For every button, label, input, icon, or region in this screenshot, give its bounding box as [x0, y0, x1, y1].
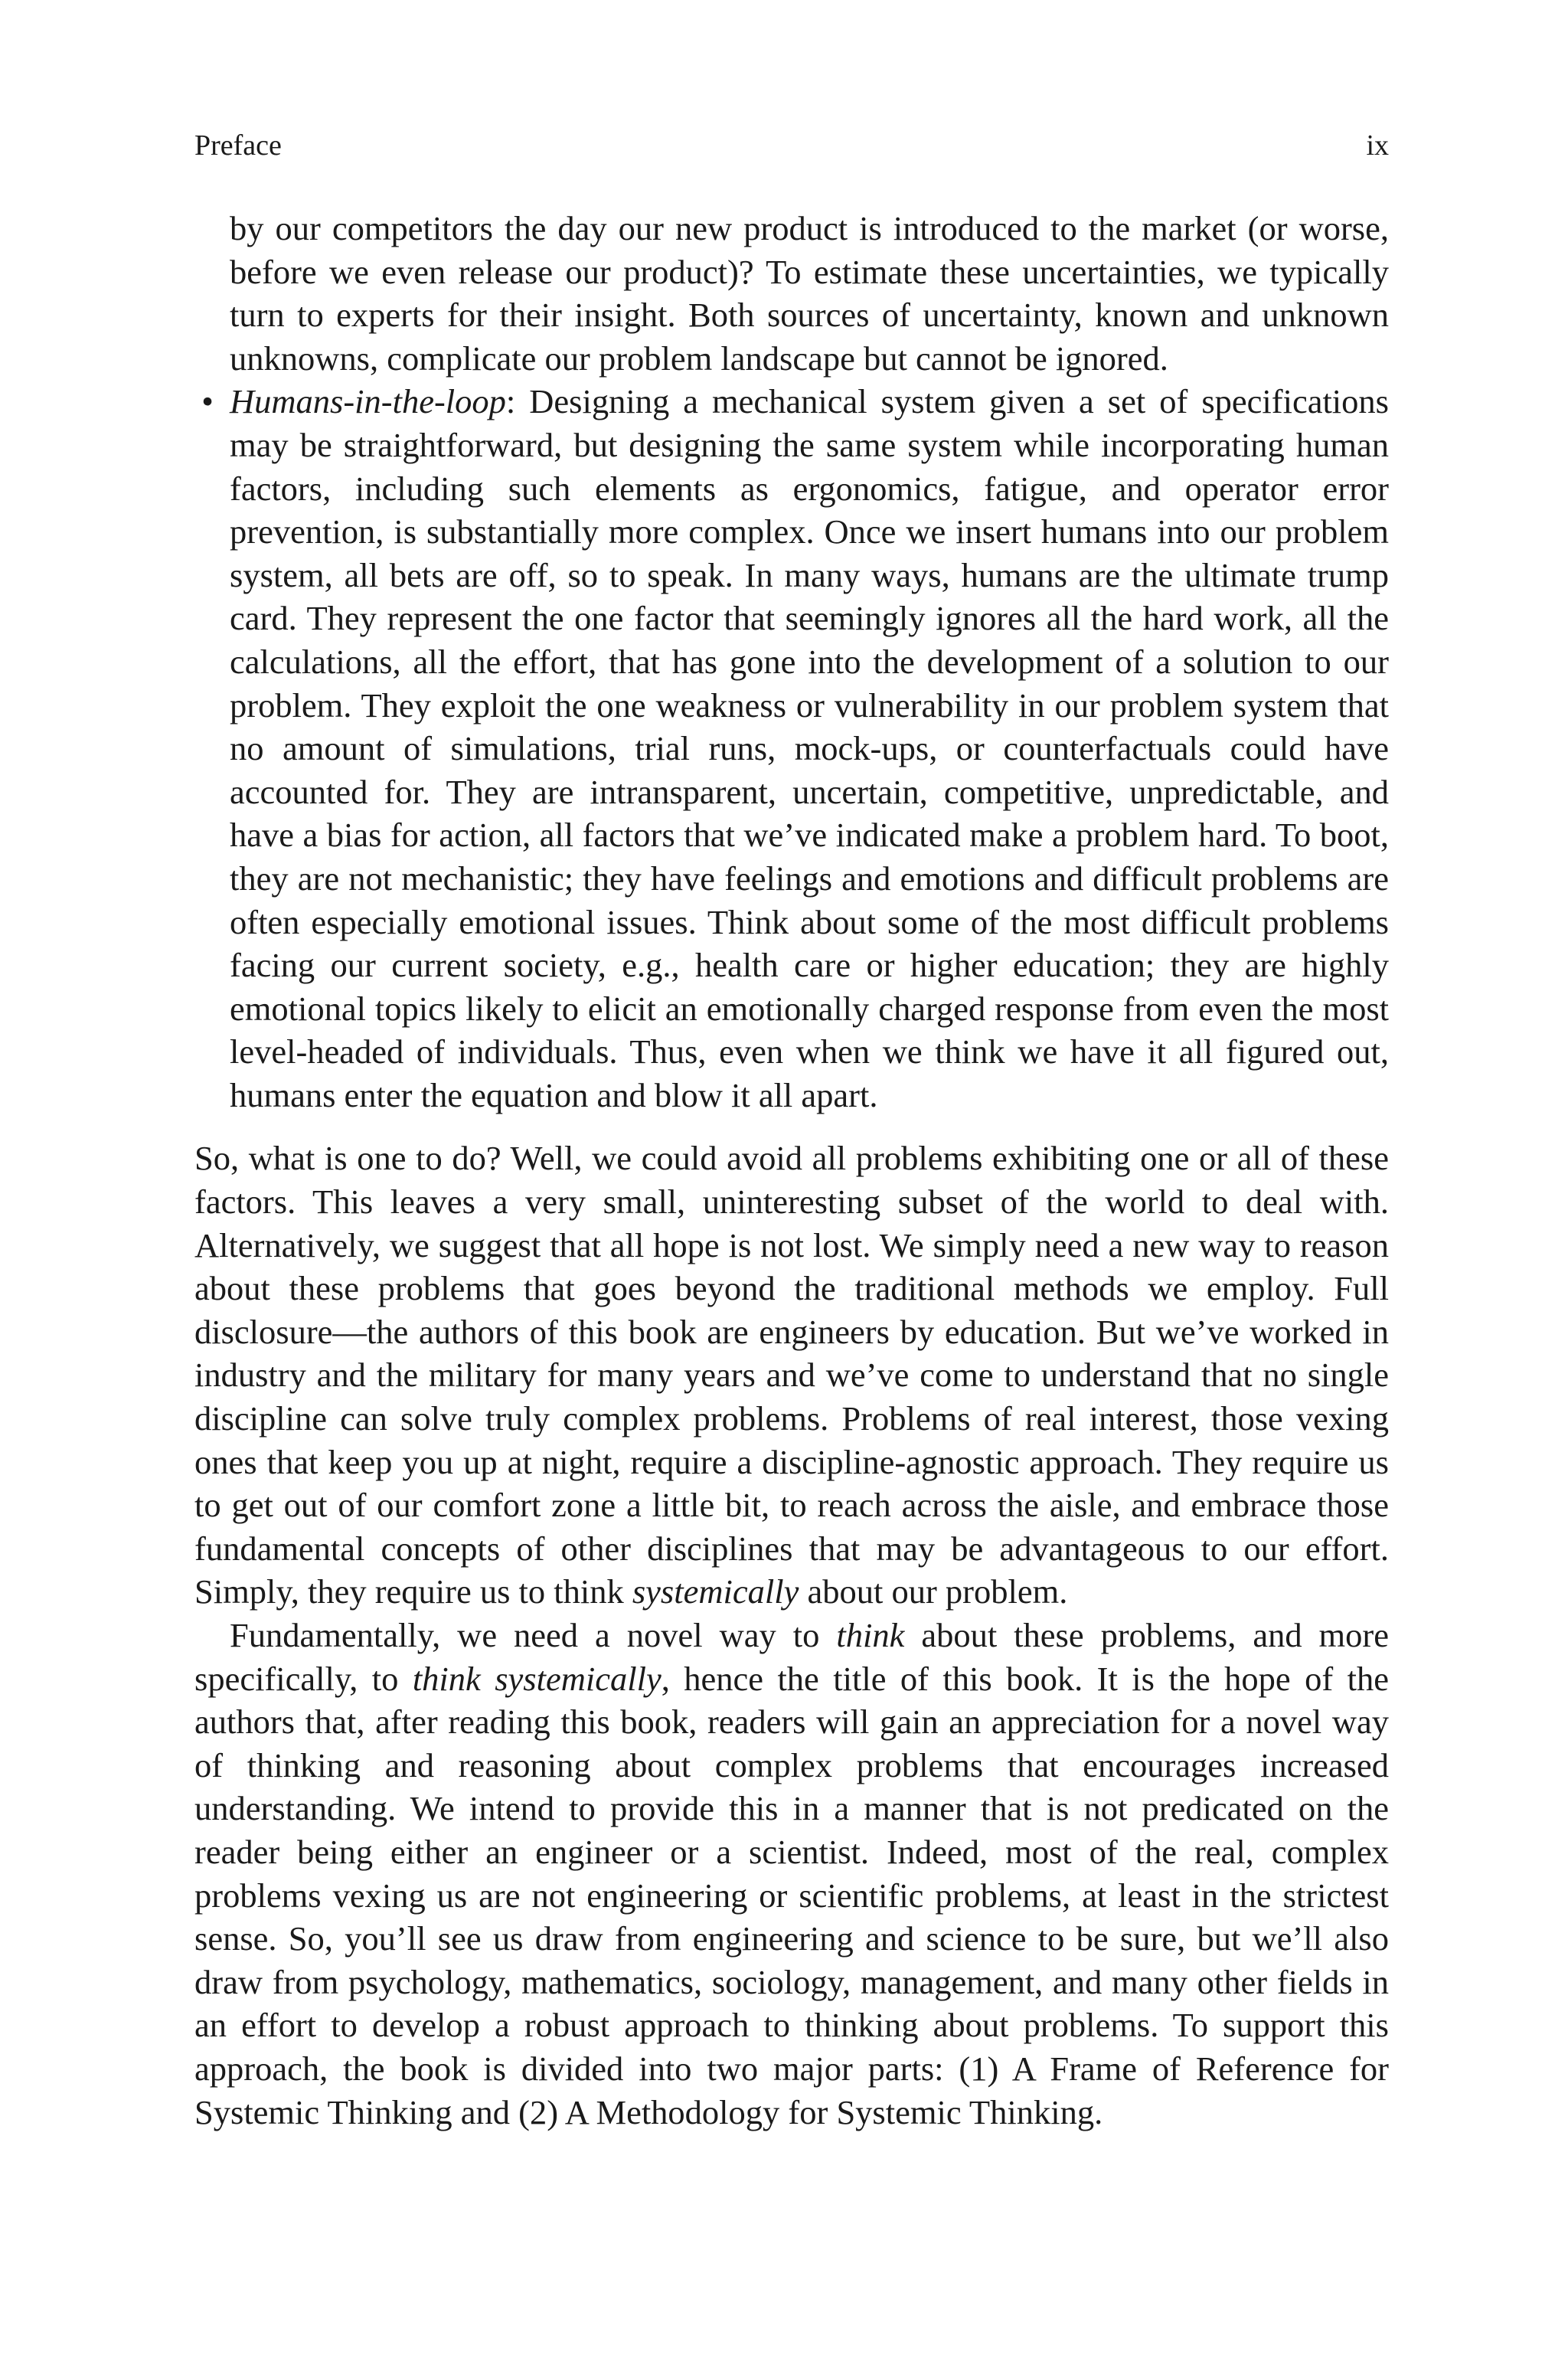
bullet-humans-text: Designing a mechanical system given a set of specifications may be straightforward, but designing the same system while incorporating human factors, including such elements as ergonomics, fatigue, and operator error prevention, is substantially more complex. Once we insert humans into our problem system, all bets are off, so to speak. In many ways, humans are the ultimate trump card. They represent the one factor that seemingly ignores all the hard work, all the calculations, all the effort, that has gone into the development of a solution to our problem. They exploit the one weakness or vulnerability in our problem system that no amount of simulations, trial runs, mock-ups, or counterfactuals could have accounted for. They are intransparent, uncertain, competitive, unpredictable, and have a bias for action, all factors that we’ve indicated make a problem hard. To boot, they are not mechanistic; they have feelings and emotions and difficult problems are often especially emotional issues. Think about some of the most difficult problems facing our current society, e.g., health care or higher education; they are highly emotional topics likely to elicit an emotionally charged response from even the most level-headed of individuals. Thus, even when we think we have it all figured out, humans enter the equation and blow it all apart.	[230, 382, 1389, 1114]
section-title: Preface	[194, 129, 282, 162]
bullet-term-separator: :	[505, 382, 516, 421]
bullet-list	[194, 207, 1389, 1117]
paragraph-2-part-3: , hence the title of this book. It is the hope of the authors that, after reading this book, readers will gain an appreciation for a novel way of thinking and reasoning about complex problems that encourages increased understanding. We intend to provide this in a manner that is not predicated on the reader being either an engineer or a scientist. Indeed, most of the real, complex problems vexing us are not engineering or scientific problems, at least in the strictest sense. So, you’ll see us draw from engineering and science to be sure, but we’ll also draw from psychology, mathematics, sociology, management, and many other fields in an effort to develop a robust approach to thinking about problems. To support this approach, the book is divided into two major parts: (1) A Frame of Reference for Systemic Thinking and (2) A Methodology for Systemic Thinking.	[194, 1659, 1389, 2131]
bullet-term: Humans-in-the-loop	[230, 382, 506, 421]
paragraph-2-part-1: Fundamentally, we need a novel way to	[230, 1616, 837, 1654]
bullet-continuation-text: by our competitors the day our new product is introduced to the market (or worse, before we even release our product)? To estimate these uncertainties, we typically turn to experts for their insight. Both sources of uncertainty, known and unknown unknowns, complicate our problem landscape but cannot be ignored.	[230, 209, 1389, 378]
running-header	[194, 123, 1389, 168]
body-text	[194, 207, 1389, 2134]
paragraph-2-emphasis-2: think systemically	[412, 1659, 662, 1698]
paragraph-so-what	[194, 1137, 1389, 1614]
paragraph-1-text-before: So, what is one to do? Well, we could avoid all problems exhibiting one or all of these factors. This leaves a very small, uninteresting subset of the world to deal with. Alternatively, we suggest that all hope is not lost. We simply need a new way to reason about these problems that goes beyond the traditional methods we employ. Full disclosure—the authors of this book are engineers by education. But we’ve worked in industry and the military for many years and we’ve come to understand that no single discipline can solve truly complex problems. Problems of real interest, those vexing ones that keep you up at night, require a discipline-agnostic approach. They require us to get out of our comfort zone a little bit, to reach across the aisle, and embrace those fundamental concepts of other disciplines that may be advantageous to our effort. Simply, they require us to think	[194, 1139, 1389, 1611]
bullet-item-humans-in-the-loop	[194, 380, 1389, 1117]
paragraph-fundamentally	[194, 1614, 1389, 2134]
paragraph-2-emphasis-1: think	[836, 1616, 905, 1654]
page-number: ix	[1366, 129, 1389, 162]
paragraph-1-text-after: about our problem.	[799, 1572, 1068, 1611]
bullet-item-continuation	[194, 207, 1389, 380]
paragraph-1-emphasis: systemically	[632, 1572, 799, 1611]
bullet-icon: •	[201, 382, 214, 421]
paragraph-2-part-2: about these problems, and more specifically, to	[194, 1616, 1389, 1698]
